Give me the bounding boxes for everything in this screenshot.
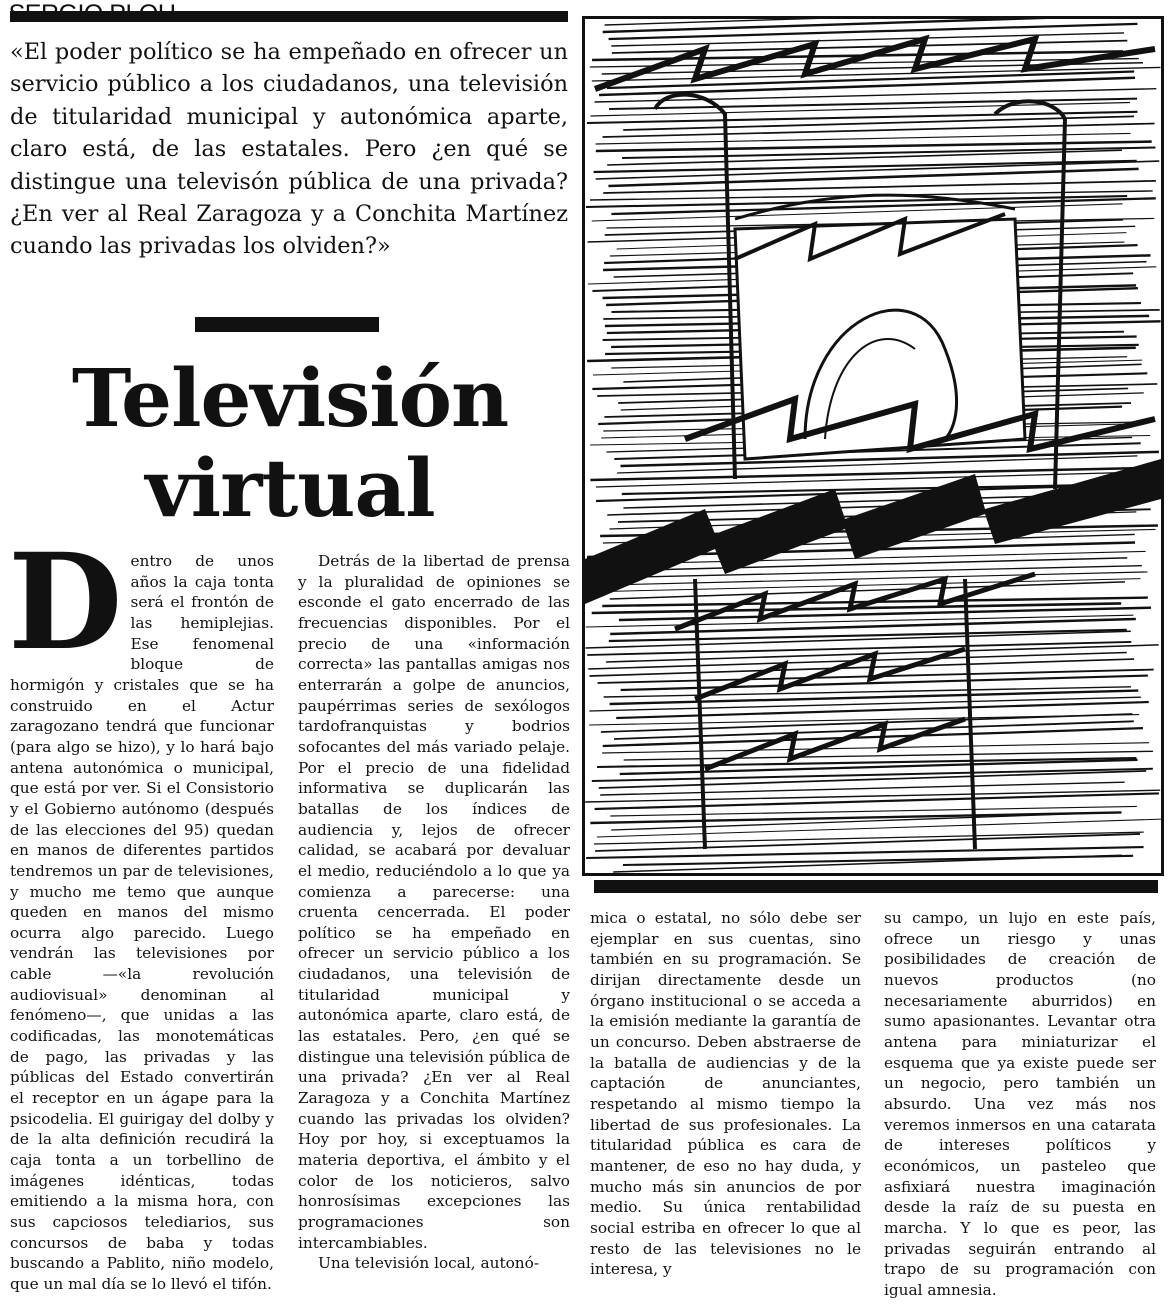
hatch-stroke bbox=[610, 691, 1139, 704]
article-column-2 bbox=[298, 551, 570, 1274]
article-column-3 bbox=[590, 908, 861, 1280]
hatch-stroke bbox=[595, 566, 1142, 578]
hatch-stroke bbox=[612, 41, 1127, 53]
headline-line-1: Televisión bbox=[71, 351, 509, 445]
paragraph: mica o estatal, no sólo debe ser ejemplar en sus cuentas, sino también en su programación. Se dirijan directamente desde un órgano institucional o se acceda a la emisión mediante la garantía de un concurso. Deben abstraerse de la batalla de audiencias y de la captación de anunciantes, respetando al mismo tiempo la libertad de sus profesionales. La titularidad pública es cara de mantener, de eso no hay duda, y mucho más sin anuncios de por medio. Su única rentabilidad social estriba en ofrecer lo que al resto de las televisiones no le interesa, y bbox=[590, 909, 861, 1279]
hatch-stroke bbox=[590, 659, 1135, 676]
paragraph: Una televisión local, autonó- bbox=[318, 1254, 540, 1273]
paragraph: su campo, un lujo en este país, ofrece un riesgo y unas posibilidades de creación de nuevos productos (no necesariamente aburridos) en sumo apasionantes. Levantar otra antena para miniaturizar el esquema que ya existe puede ser un negocio, pero también un absurdo. Una vez más nos veremos inmersos en una catarata de intereses políticos y económicos, un pasteleo que asfixiará nuestra imaginación desde la raíz de su puesta en marcha. Y lo que es peor, las privadas seguirán entrando al trapo de su programación con igual amnesia. bbox=[884, 909, 1156, 1299]
tv-lightning-illustration bbox=[582, 16, 1164, 876]
headline-line-2: virtual bbox=[145, 441, 435, 535]
hatch-stroke bbox=[610, 582, 1125, 599]
pull-quote: «El poder político se ha empeñado en ofrecer un servicio público a los ciudadanos, una televisión de titularidad municipal y autonómica aparte, claro está, de las estatales. Pero ¿en qué se distingue una televisón pública de una privada? ¿En ver al Real Zaragoza y a Conchita Martínez cuando las privadas los olviden?» bbox=[10, 39, 568, 260]
hatch-stroke bbox=[623, 116, 1134, 130]
paragraph: Detrás de la libertad de prensa y la pluralidad de opiniones se esconde el gato encerrado de las frecuencias disponibles. Por el precio de una «información correcta» las pantallas amigas nos enterrarán a golpe de anuncios, paupérrimas series de sexólogos tardofranquistas y bodrios sofocantes del más variado pelaje. Por el precio de una fidelidad informativa se duplicarán las batallas de los índices de audiencia y, lejos de ofrecer calidad, se acabará por devaluar el medio, reduciéndolo a lo que ya comienza a parecerse: una cruenta cencerrada. El poder político se ha empeñado en ofrecer un servicio público a los ciudadanos, una televisión de titularidad municipal y autonómica aparte, claro está, de las estatales. Pero, ¿en qué se distingue una televisión pública de una privada? ¿En ver al Real Zaragoza y a Conchita Martínez cuando las privadas los olviden? Hoy por hoy, si exceptuamos la materia deportiva, el ámbito y el color de los noticieros, salvo honrosísimas excepciones las programaciones son intercambiables. bbox=[298, 552, 570, 1252]
byline-rule bbox=[195, 317, 379, 332]
hatch-stroke bbox=[609, 24, 1138, 39]
drop-cap: D bbox=[8, 525, 123, 680]
hatch-stroke bbox=[608, 572, 1147, 585]
top-rule bbox=[10, 11, 568, 22]
article-headline bbox=[10, 353, 570, 533]
section-rule bbox=[594, 880, 1158, 893]
article-column-4 bbox=[884, 908, 1156, 1300]
paragraph: entro de unos años la caja tonta será el frontón de las hemiplejias. Ese fenomenal bloque de hormigón y cristales que se ha construido en el Actur zaragozano tendrá que funcionar (para algo se hizo), y lo hará bajo antena autonómica o municipal, que está por ver. Si el Consistorio y el Gobierno autónomo (después de las elecciones del 95) quedan en manos de diferentes partidos tendremos un par de televisiones, y mucho me temo que aunque queden en manos del mismo ocurra algo parecido. Luego vendrán las televisiones por cable —«la revolución audiovisual» denominan al fenómeno—, que unidas a las codificadas, las monotemáticas de pago, las privadas y las públicas del Estado convertirán el receptor en un ágape para la psicodelia. El guirigay del dolby y de la alta definición recudirá la caja tonta a un torbellino de imágenes idénticas, todas emitiendo a la misma hora, con sus capciosos telediarios, sus concursos de baba y todas buscando a Pablito, niño modelo, que un mal día se lo llevó el tifón. bbox=[10, 552, 274, 1293]
hatch-stroke bbox=[611, 33, 1124, 46]
article-column-1 bbox=[8, 525, 274, 1295]
